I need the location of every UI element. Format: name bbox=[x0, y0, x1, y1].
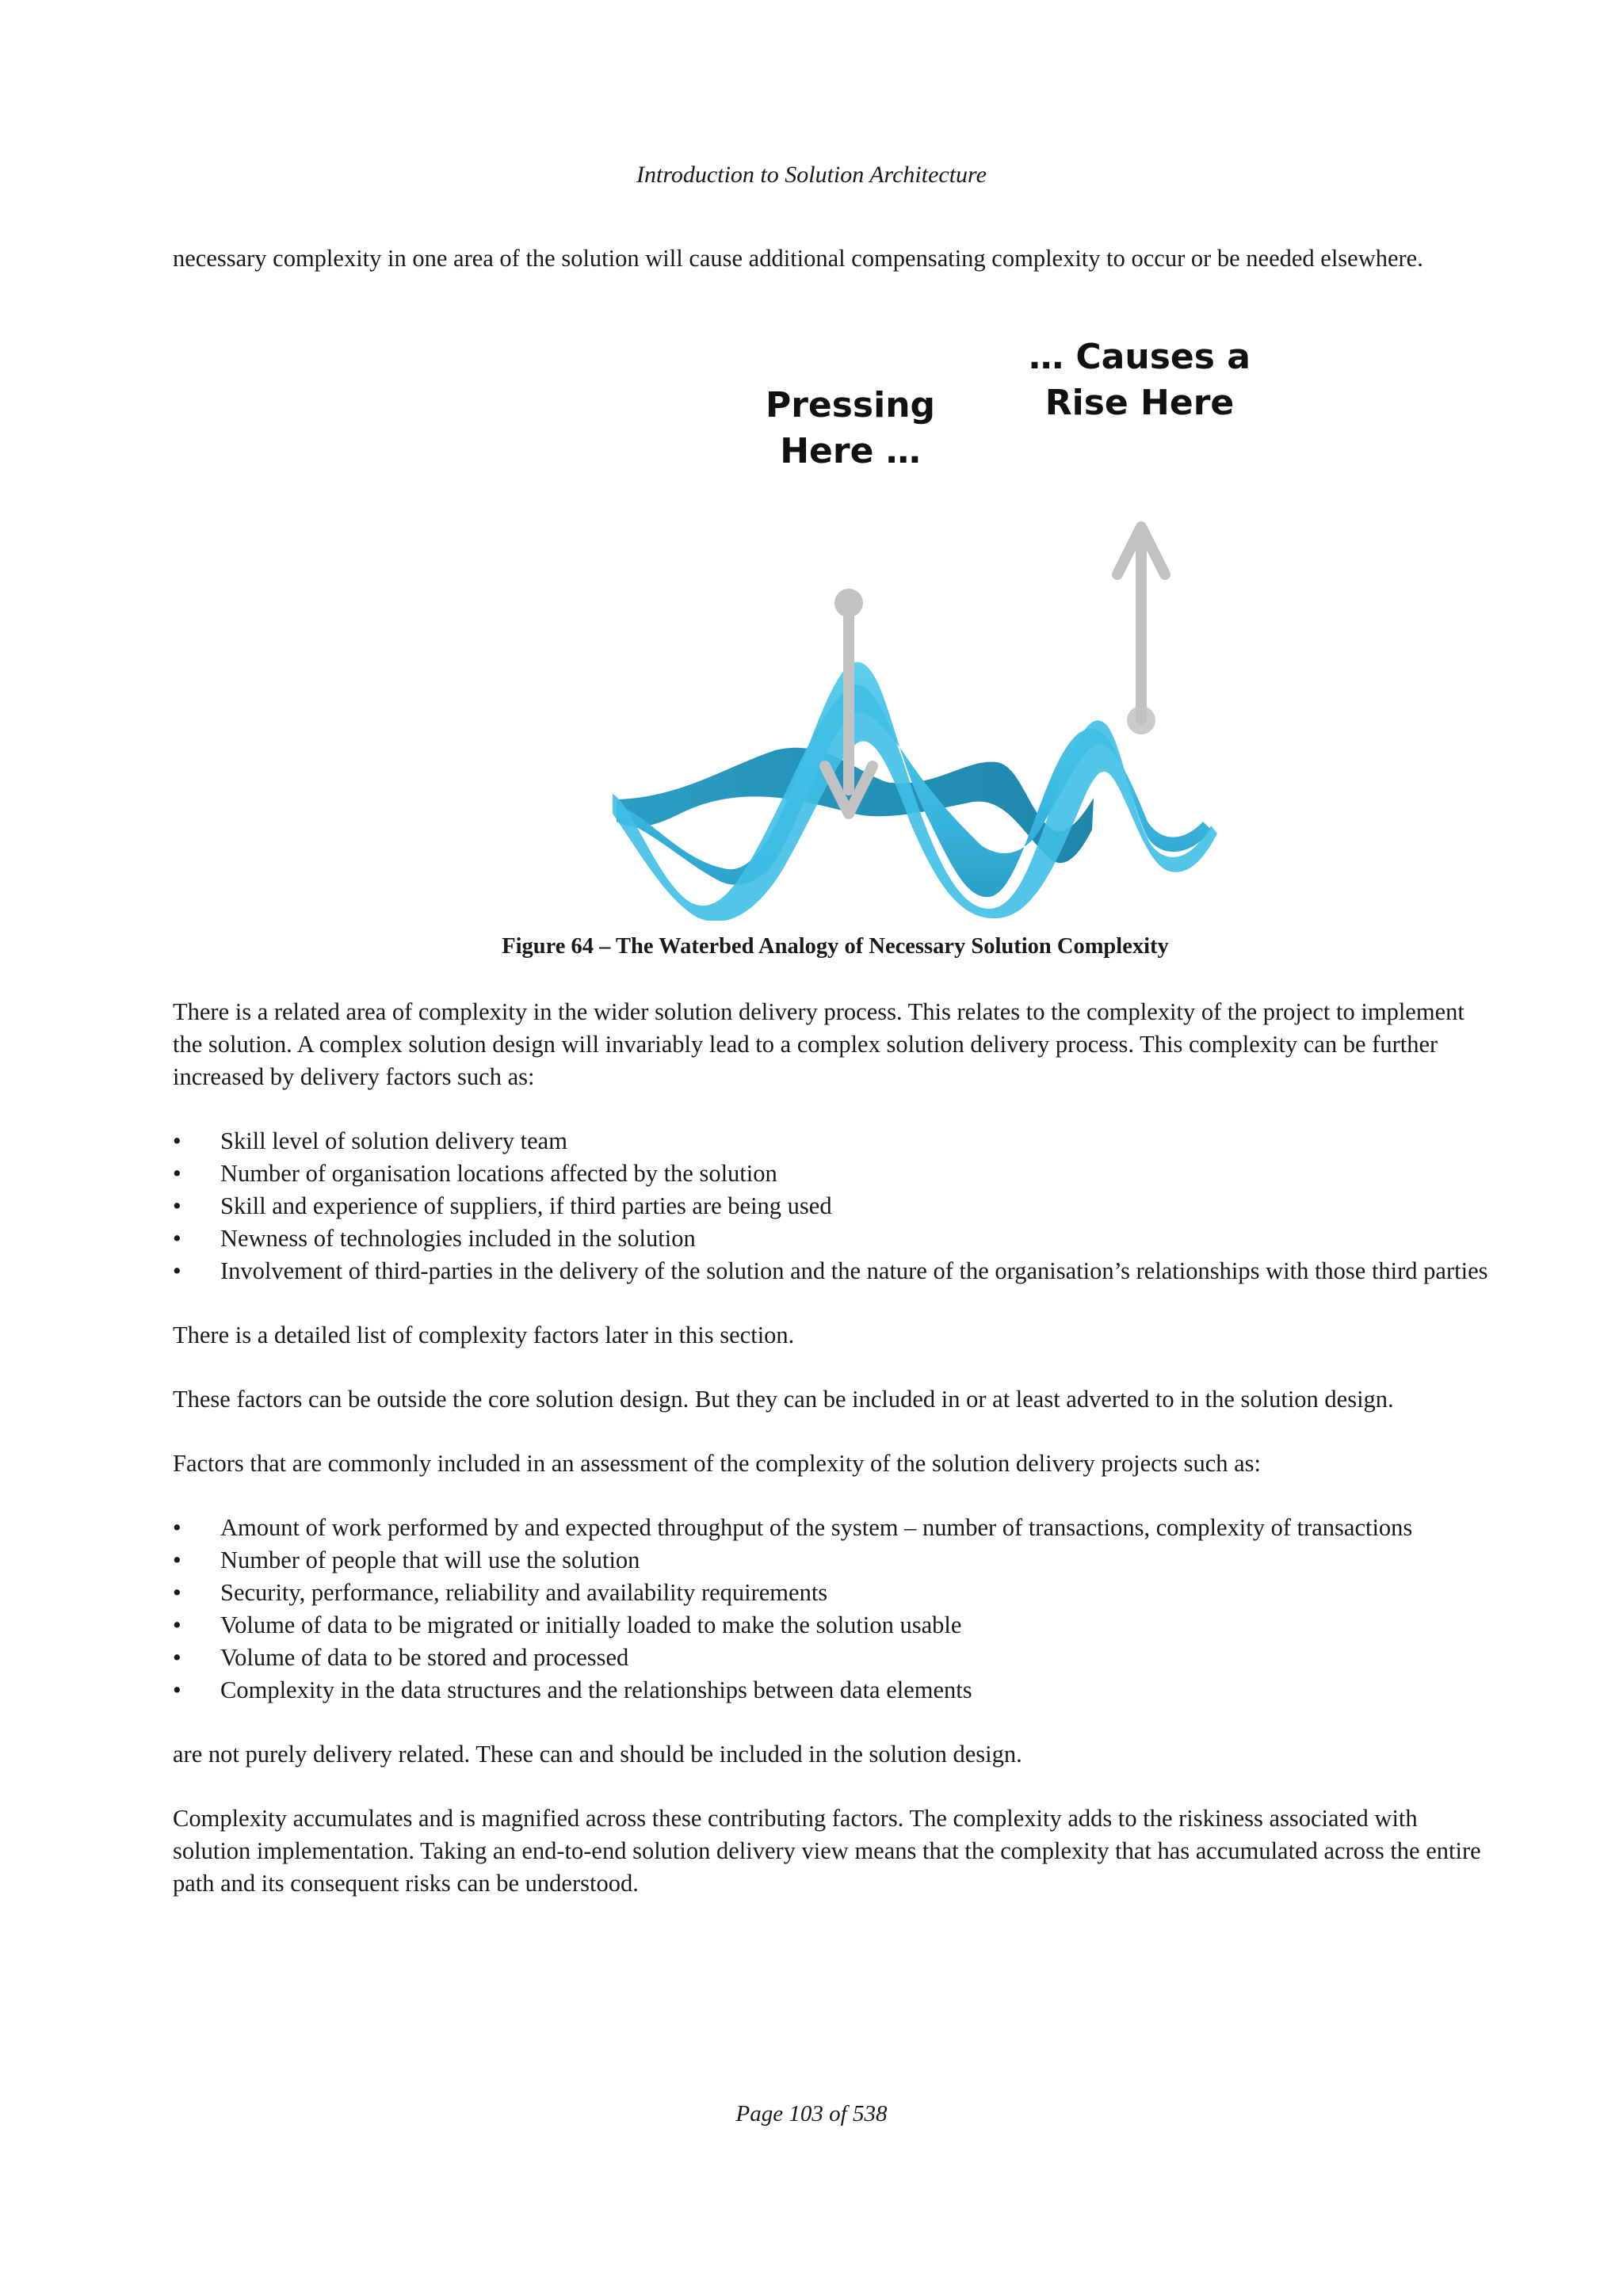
bullet-marker: • bbox=[173, 1644, 181, 1671]
paragraph-detailed-list: There is a detailed list of complexity factors later in this section. bbox=[173, 1322, 795, 1348]
list-item bbox=[173, 1190, 1498, 1222]
list-item-text: Complexity in the data structures and the relationships between data elements bbox=[220, 1676, 972, 1703]
list-item bbox=[173, 1125, 1498, 1158]
list-item bbox=[173, 1544, 1498, 1577]
list-item-text: Involvement of third-parties in the delivery of the solution and the nature of the organisation’s relationships with those third parties bbox=[220, 1257, 1488, 1284]
bullet-marker: • bbox=[173, 1127, 181, 1154]
paragraph-accumulates: Complexity accumulates and is magnified across these contributing factors. The complexity adds to the riskiness associated with solution implementation. Taking an end-to-end solution delivery view means that the complexity that has accumulated across the entire path and its consequent risks can be understood. bbox=[173, 1805, 1481, 1897]
list-item-text: Newness of technologies included in the solution bbox=[220, 1225, 696, 1252]
bullet-marker: • bbox=[173, 1676, 181, 1703]
list-item-text: Amount of work performed by and expected throughput of the system – number of transactions, complexity of transactions bbox=[220, 1514, 1413, 1541]
page-number: Page 103 of 538 bbox=[735, 2101, 888, 2126]
bullet-marker: • bbox=[173, 1192, 181, 1219]
figure-waterbed bbox=[173, 307, 1498, 921]
figure-label-rise bbox=[989, 334, 1290, 426]
figure-caption: Figure 64 – The Waterbed Analogy of Necessary Solution Complexity bbox=[502, 934, 1169, 959]
list-item bbox=[173, 1609, 1498, 1642]
list-item-text: Skill level of solution delivery team bbox=[220, 1127, 567, 1154]
list-item-text: Security, performance, reliability and availability requirements bbox=[220, 1579, 828, 1606]
bullet-list-delivery-factors bbox=[173, 1125, 1498, 1287]
arrow-up-icon bbox=[1117, 527, 1165, 734]
bullet-marker: • bbox=[173, 1547, 181, 1573]
bullet-marker: • bbox=[173, 1579, 181, 1606]
list-item bbox=[173, 1674, 1498, 1707]
list-item-text: Skill and experience of suppliers, if third parties are being used bbox=[220, 1192, 832, 1219]
running-header: Introduction to Solution Architecture bbox=[636, 162, 987, 188]
list-item-text: Number of people that will use the solution bbox=[220, 1547, 640, 1573]
paragraph-outside-design: These factors can be outside the core solution design. But they can be included in or at least adverted to in the solution design. bbox=[173, 1386, 1394, 1413]
bullet-marker: • bbox=[173, 1225, 181, 1252]
bullet-marker: • bbox=[173, 1257, 181, 1284]
figure-label-pressing-text: Pressing Here … bbox=[765, 385, 936, 471]
bullet-marker: • bbox=[173, 1514, 181, 1541]
list-item bbox=[173, 1642, 1498, 1674]
list-item-text: Volume of data to be stored and processed bbox=[220, 1644, 629, 1671]
list-item bbox=[173, 1222, 1498, 1255]
list-item bbox=[173, 1255, 1498, 1287]
list-item bbox=[173, 1512, 1498, 1544]
list-item-text: Volume of data to be migrated or initially loaded to make the solution usable bbox=[220, 1611, 962, 1638]
figure-label-rise-text: … Causes a Rise Here bbox=[1029, 337, 1251, 423]
bullet-list-assessment-factors bbox=[173, 1512, 1498, 1707]
list-item-text: Number of organisation locations affected by the solution bbox=[220, 1160, 777, 1187]
paragraph-related: There is a related area of complexity in the wider solution delivery process. This relates to the complexity of the project to implement the solution. A complex solution design will invariably lead to a complex solution delivery process. This complexity can be further increased by delivery factors such as: bbox=[173, 998, 1465, 1090]
bullet-marker: • bbox=[173, 1160, 181, 1187]
list-item bbox=[173, 1158, 1498, 1190]
paragraph-intro: necessary complexity in one area of the solution will cause additional compensating complexity to occur or be needed elsewhere. bbox=[173, 245, 1423, 272]
figure-label-pressing bbox=[735, 383, 965, 475]
bullet-marker: • bbox=[173, 1611, 181, 1638]
paragraph-factors: Factors that are commonly included in an assessment of the complexity of the solution delivery projects such as: bbox=[173, 1450, 1262, 1477]
list-item bbox=[173, 1577, 1498, 1609]
page-body bbox=[173, 242, 1498, 1932]
paragraph-not-purely: are not purely delivery related. These can and should be included in the solution design. bbox=[173, 1741, 1022, 1768]
